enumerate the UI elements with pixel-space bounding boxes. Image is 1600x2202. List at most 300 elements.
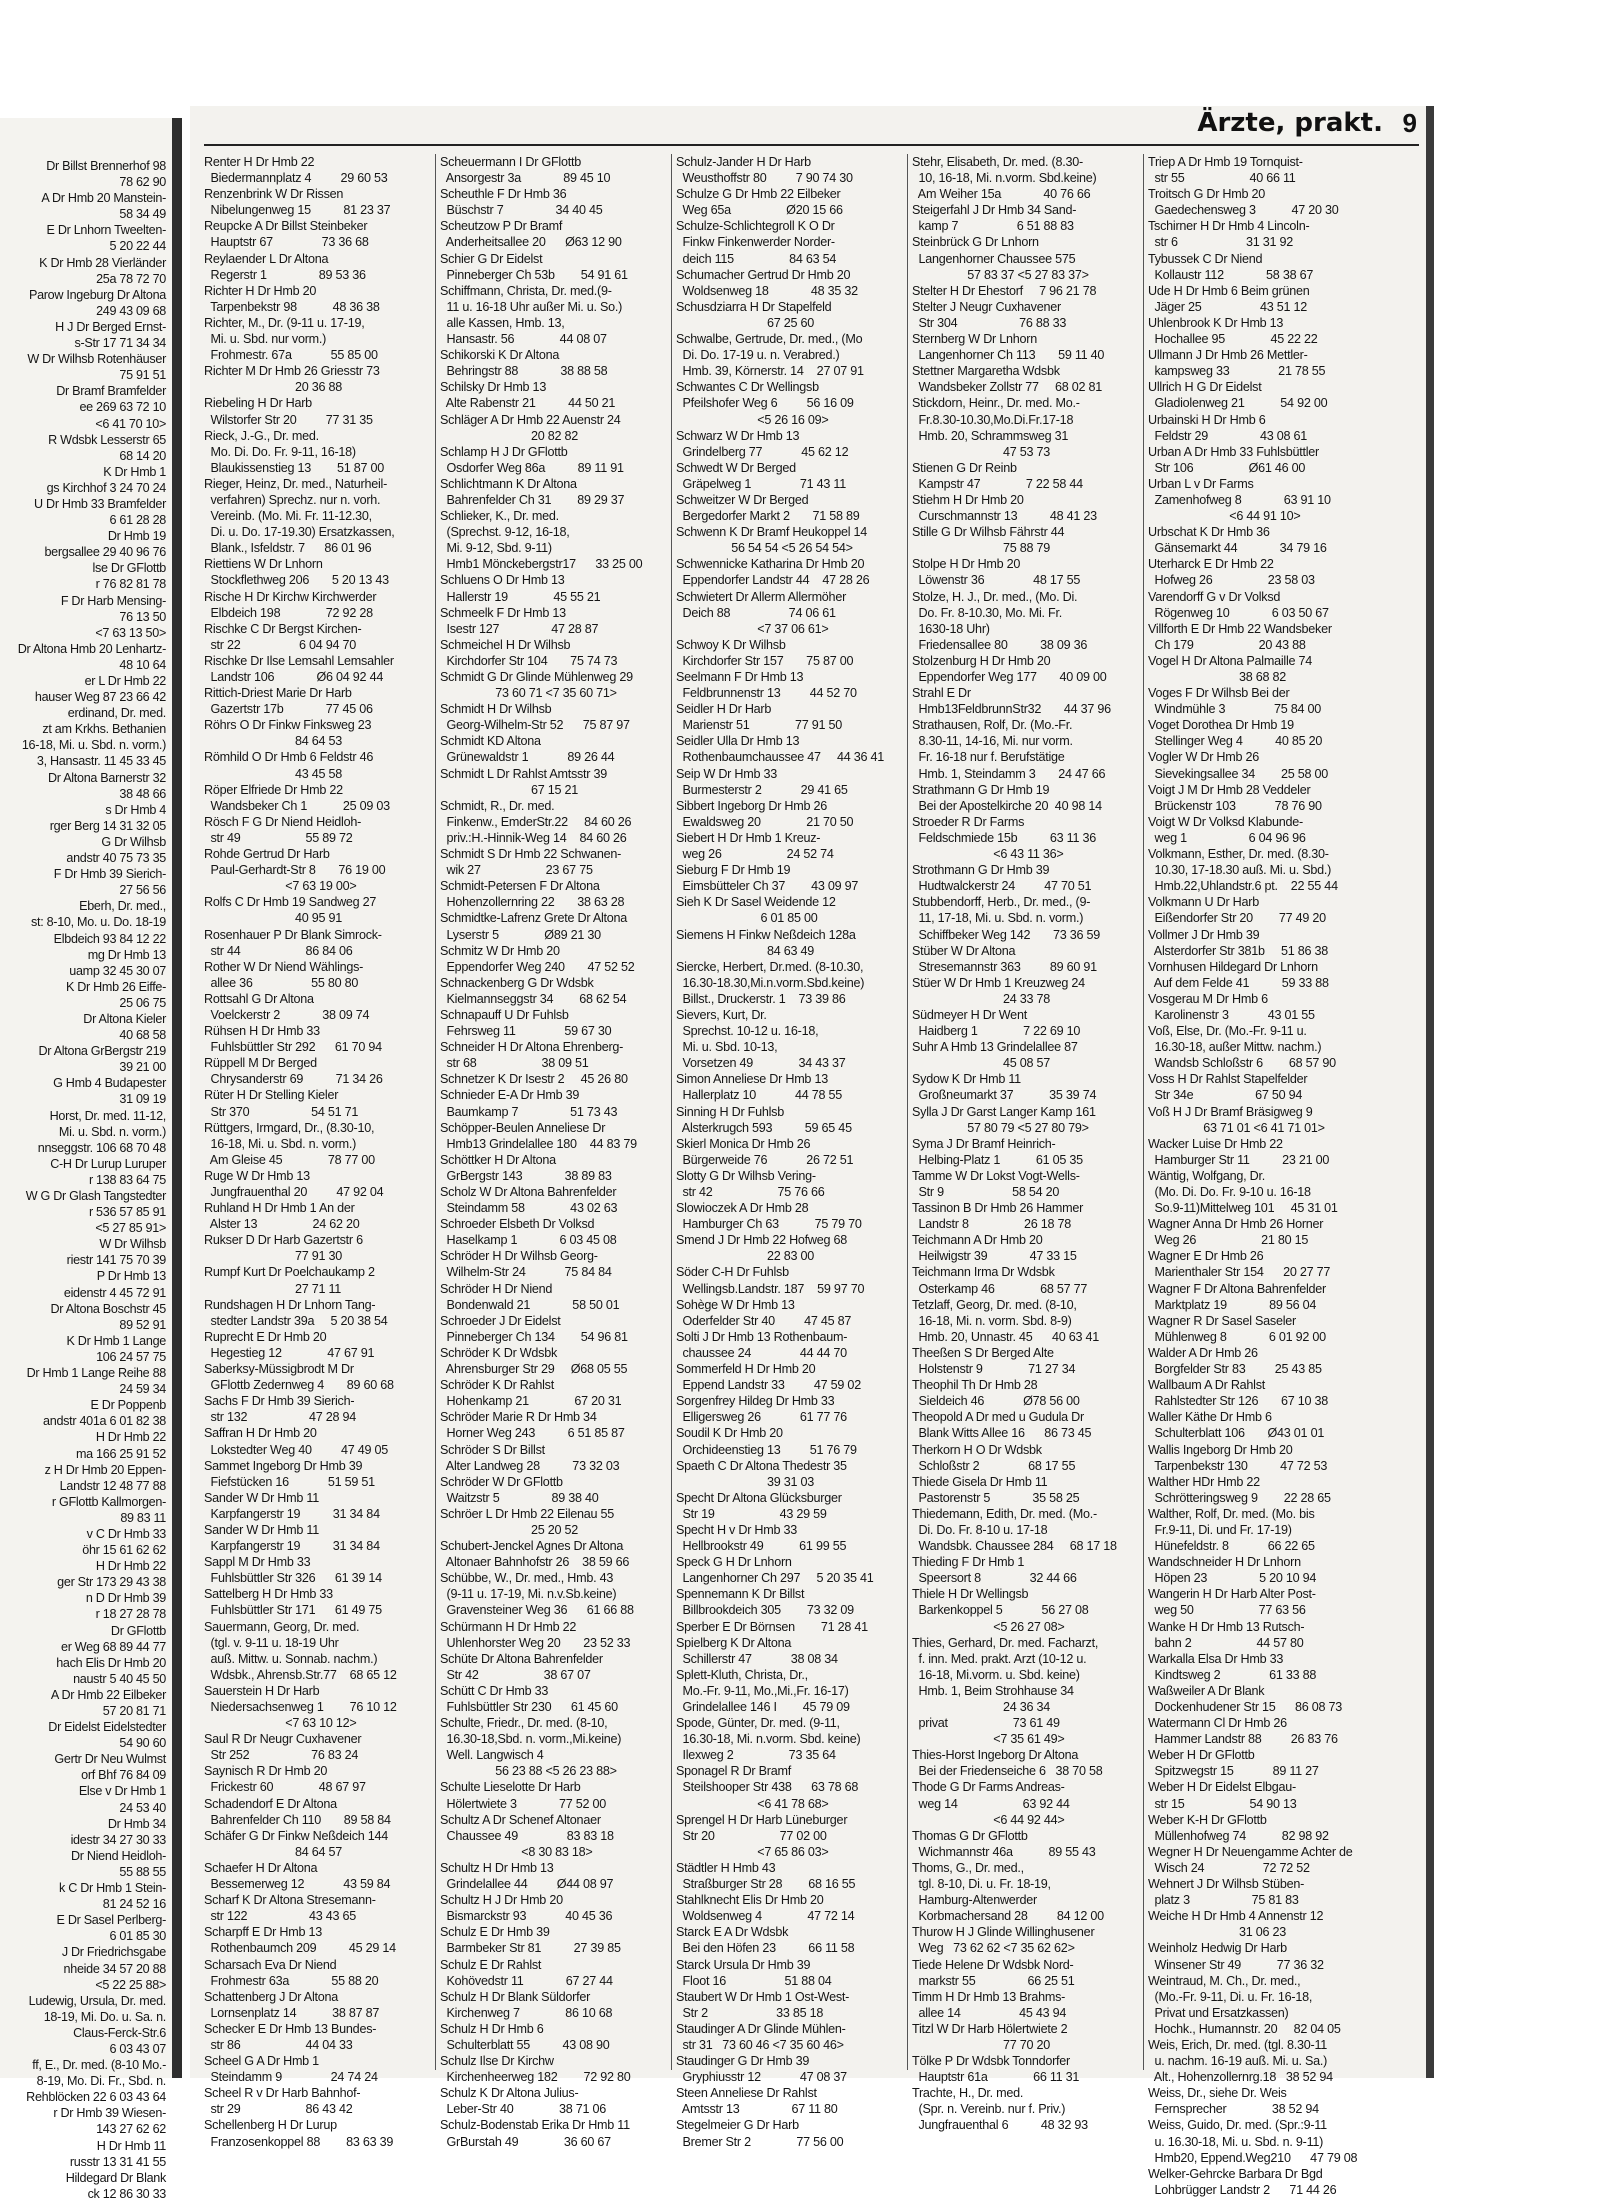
listing-line: Sibbert Ingeborg Dr Hmb 26: [676, 798, 828, 813]
listing-line: Kirchenweg 7 86 10 68: [440, 2005, 613, 2020]
listing-line: 39 31 03: [676, 1474, 814, 1489]
listing-line: Schröder Marie R Dr Hmb 34: [440, 1410, 597, 1425]
listing-line: Billst., Druckerstr. 1 73 39 86: [676, 991, 846, 1006]
listing-line: Hmb. 20, Unnastr. 45 40 63 41: [912, 1329, 1100, 1344]
listing-line: eidenstr 4 45 72 91: [63, 1285, 166, 1300]
listing-line: Voges F Dr Wilhsb Bei der: [1148, 686, 1290, 701]
listing-line: Weintraud, M. Ch., Dr. med.,: [1148, 1973, 1301, 1988]
listing-line: markstr 55 66 25 51: [912, 1973, 1075, 1988]
listing-line: Langenhorner Ch 297 5 20 35 41: [676, 1571, 874, 1586]
listing-line: Tybussek C Dr Niend: [1148, 251, 1263, 266]
listing-line: Wacker Luise Dr Hmb 22: [1148, 1136, 1283, 1151]
listing-line: H Dr Hmb 22: [95, 1430, 166, 1445]
listing-line: <6 43 11 36>: [912, 847, 1064, 862]
listing-line: Niedersachsenweg 1 76 10 12: [204, 1700, 397, 1714]
listing-line: Urban L v Dr Farms: [1148, 476, 1254, 491]
listing-line: Thomas G Dr GFlottb: [912, 1828, 1028, 1843]
listing-line: Franzosenkoppel 88 83 63 39: [204, 2134, 394, 2149]
listing-line: Str 370 54 51 71: [204, 1104, 359, 1119]
listing-line: 55 88 55: [119, 1864, 166, 1879]
listing-line: Schmidtke-Lafrenz Grete Dr Altona: [440, 911, 628, 926]
listing-line: Gertr Dr Neu Wulmst: [54, 1752, 166, 1767]
listing-line: W Dr Wilhsb Rotenhäuser: [27, 352, 166, 367]
listing-line: öhr 15 61 62 62: [82, 1543, 166, 1558]
listing-line: 56 23 88 <5 26 23 88>: [440, 1764, 617, 1779]
listing-line: Tetzlaff, Georg, Dr. med. (8-10,: [912, 1297, 1077, 1312]
listing-line: Scheutzow P Dr Bramf: [440, 219, 563, 234]
listing-line: Schöpper-Beulen Anneliese Dr: [440, 1120, 606, 1135]
listing-line: So.9-11)Mittelweg 101 45 31 01: [1148, 1201, 1338, 1216]
listing-line: Höpen 23 5 20 10 94: [1148, 1571, 1317, 1586]
listing-line: 75 91 51: [119, 368, 166, 383]
listing-line: Weusthoffstr 80 7 90 74 30: [676, 171, 853, 186]
listing-line: Weiss, Guido, Dr. med. (Spr.:9-11: [1148, 2118, 1327, 2133]
listing-line: Regerstr 1 89 53 36: [204, 267, 366, 282]
listing-line: Stegelmeier G Dr Harb: [676, 2118, 799, 2133]
listing-line: Wandsb Schloßstr 6 68 57 90: [1148, 1056, 1336, 1071]
listing-line: Schultz A Dr Schenef Altonaer: [440, 1812, 601, 1827]
listing-line: Pinneberger Ch 53b 54 91 61: [440, 267, 628, 282]
listing-line: Schmitz W Dr Hmb 20: [440, 943, 560, 958]
listing-line: Wanke H Dr Hmb 13 Rutsch-: [1148, 1619, 1305, 1634]
listing-line: Vogler W Dr Hmb 26: [1148, 750, 1259, 765]
listing-line: Oderfelder Str 40 47 45 87: [676, 1313, 852, 1328]
listing-line: Auf dem Felde 41 59 33 88: [1148, 975, 1329, 990]
listing-line: GrBergstr 143 38 89 83: [440, 1168, 612, 1183]
listing-line: A Dr Hmb 20 Manstein-: [41, 191, 166, 206]
listing-line: Ludewig, Ursula, Dr. med.: [28, 1993, 166, 2008]
listing-line: Rühsen H Dr Hmb 33: [204, 1024, 320, 1039]
listing-line: Sohège W Dr Hmb 13: [676, 1297, 795, 1312]
listing-line: privat 73 61 49: [912, 1716, 1060, 1731]
listing-line: Ullrich H G Dr Eidelst: [1148, 380, 1262, 395]
listing-line: 8.30-11, 14-16, Mi. nur vorm.: [912, 734, 1073, 749]
listing-line: Schübbe, W., Dr. med., Hmb. 43: [440, 1571, 614, 1586]
listing-line: Scharsach Eva Dr Niend: [204, 1957, 337, 1972]
listing-line: Sander W Dr Hmb 11: [204, 1490, 319, 1505]
listing-line: Schröder K Dr Rahlst: [440, 1378, 554, 1393]
listing-line: Strathausen, Rolf, Dr. (Mo.-Fr.: [912, 718, 1073, 733]
listing-line: Reylaender L Dr Altona: [204, 251, 329, 266]
listing-line: Bei der Friedenseiche 6 38 70 58: [912, 1764, 1103, 1779]
listing-line: Schlamp H J Dr GFlottb: [440, 444, 568, 459]
listing-line: kamp 7 6 51 88 83: [912, 219, 1074, 234]
listing-line: Mühlenweg 8 6 01 92 00: [1148, 1329, 1326, 1344]
listing-line: Rohde Gertrud Dr Harb: [204, 847, 330, 862]
listing-line: Dr Niend Heidloh-: [71, 1848, 166, 1863]
listing-line: Schulze G Dr Hmb 22 Eilbeker: [676, 187, 841, 202]
listing-line: Rittich-Driest Marie Dr Harb: [204, 686, 352, 701]
listing-line: Vereinb. (Mo. Mi. Fr. 11-12.30,: [204, 509, 372, 524]
listing-line: Weiche H Dr Hmb 4 Annenstr 12: [1148, 1909, 1324, 1924]
listing-line: r GFlottb Kallmorgen-: [51, 1494, 166, 1509]
listing-line: Skierl Monica Dr Hmb 26: [676, 1136, 811, 1151]
listing-line: 84 64 57: [204, 1844, 342, 1859]
listing-line: Schadendorf E Dr Altona: [204, 1796, 337, 1811]
listing-line: Well. Langwisch 4: [440, 1748, 544, 1763]
listing-line: 77 70 20: [912, 2037, 1050, 2052]
listing-line: Schwarz W Dr Hmb 13: [676, 428, 800, 443]
listing-line: Hamburg-Altenwerder: [912, 1893, 1037, 1908]
listing-line: Schulz-Jander H Dr Harb: [676, 155, 811, 169]
listing-line: E Dr Lnhorn Tweelten-: [46, 223, 166, 238]
listing-line: Voelckerstr 2 38 09 74: [204, 1007, 370, 1022]
listing-line: Timm H Dr Hmb 13 Brahms-: [912, 1989, 1066, 2004]
listing-line: Saul R Dr Neugr Cuxhavener: [204, 1732, 362, 1747]
listing-line: Schmidt H Dr Wilhsb: [440, 702, 552, 717]
listing-line: Hellbrookstr 49 61 99 55: [676, 1539, 847, 1554]
listing-line: Spielberg K Dr Altona: [676, 1635, 792, 1650]
listing-line: Wichmannstr 46a 89 55 43: [912, 1844, 1096, 1859]
listing-line: Soudil K Dr Hmb 20: [676, 1426, 783, 1441]
listing-line: hach Elis Dr Hmb 20: [56, 1655, 166, 1670]
listing-line: Sappl M Dr Hmb 33: [204, 1555, 311, 1570]
listing-line: Mi. u. Sbd. 10-13,: [676, 1040, 778, 1055]
listing-line: <5 26 16 09>: [676, 412, 829, 427]
listing-line: Hansastr. 56 44 08 07: [440, 332, 607, 347]
listing-line: Dr Hmb 34: [107, 1816, 166, 1831]
listing-line: 249 43 09 68: [96, 303, 166, 318]
listing-line: Rüppell M Dr Berged: [204, 1056, 317, 1071]
listing-line: Seidler Ulla Dr Hmb 13: [676, 734, 800, 749]
listing-line: Schultz H Dr Hmb 13: [440, 1860, 554, 1875]
listing-line: str 68 38 09 51: [440, 1056, 589, 1071]
listing-line: Rögenweg 10 6 03 50 67: [1148, 605, 1329, 620]
listing-line: Stienen G Dr Reinb: [912, 460, 1017, 475]
listing-line: J Dr Friedrichsgabe: [61, 1945, 166, 1960]
listing-line: Thiedemann, Edith, Dr. med. (Mo.-: [912, 1506, 1097, 1521]
listing-line: Schwietert Dr Allerm Allermöher: [676, 589, 847, 604]
listing-line: Schröder K Dr Wdsbk: [440, 1345, 558, 1360]
listing-line: 43 45 58: [204, 766, 342, 781]
listing-line: Troitsch G Dr Hmb 20: [1148, 187, 1265, 202]
listing-line: <7 63 13 50>: [95, 625, 166, 640]
listing-line: Schulz E Dr Hmb 39: [440, 1925, 550, 1940]
listing-line: Schmidt, R., Dr. med.: [440, 798, 555, 813]
listing-line: 54 90 60: [119, 1736, 166, 1751]
listing-line: Schröder S Dr Billst: [440, 1442, 545, 1457]
listing-line: Villforth E Dr Hmb 22 Wandsbeker: [1148, 621, 1332, 636]
listing-line: 45 08 57: [912, 1056, 1050, 1071]
listing-line: 11, 17-18, Mi. u. Sbd. n. vorm.): [912, 911, 1084, 926]
listing-line: str 44 86 84 06: [204, 943, 353, 958]
listing-column-4: [912, 154, 1140, 2133]
listing-line: 24 36 34: [912, 1700, 1050, 1714]
listing-line: Str 106 Ø61 46 00: [1148, 460, 1306, 475]
listing-line: Slowioczek A Dr Hmb 28: [676, 1201, 809, 1216]
listing-line: Elbdeich 198 72 92 28: [204, 605, 373, 620]
listing-line: Kollaustr 112 58 38 67: [1148, 267, 1314, 282]
listing-line: Di. Do. Fr. 8-10 u. 17-18: [912, 1522, 1048, 1537]
listing-line: Triep A Dr Hmb 19 Tornquist-: [1148, 155, 1303, 169]
listing-line: Di. u. Do. 17-19.30) Ersatzkassen,: [204, 525, 395, 540]
listing-line: Kindtsweg 2 61 33 88: [1148, 1667, 1317, 1682]
listing-line: Teichmann Irma Dr Wdsbk: [912, 1265, 1055, 1280]
listing-line: russtr 13 31 41 55: [69, 2154, 166, 2169]
listing-line: Mo. Di. Do. Fr. 9-11, 16-18): [204, 444, 356, 459]
listing-line: Walther HDr Hmb 22: [1148, 1474, 1260, 1489]
listing-line: s Dr Hmb 4: [105, 802, 166, 817]
listing-line: Schellenberg H Dr Lurup: [204, 2118, 337, 2133]
listing-line: Wandsbeker Zollstr 77 68 02 81: [912, 380, 1103, 395]
listing-line: gs Kirchhof 3 24 70 24: [46, 480, 166, 495]
listing-line: Tschirner H Dr Hmb 4 Lincoln-: [1148, 219, 1310, 234]
listing-line: Seelmann F Dr Hmb 13: [676, 670, 804, 684]
listing-line: ma 166 25 91 52: [75, 1446, 166, 1461]
listing-line: Schluens O Dr Hmb 13: [440, 573, 565, 588]
listing-line: Thode G Dr Farms Andreas-: [912, 1780, 1065, 1795]
listing-line: Barkenkoppel 5 56 27 08: [912, 1603, 1089, 1618]
listing-line: Str 9 58 54 20: [912, 1185, 1060, 1199]
listing-line: Saberksy-Müssigbrodt M Dr: [204, 1362, 354, 1377]
listing-line: Weis, Erich, Dr. med. (tgl. 8.30-11: [1148, 2037, 1328, 2052]
listing-line: <5 27 85 91>: [95, 1221, 166, 1236]
listing-line: Renter H Dr Hmb 22: [204, 155, 315, 169]
listing-line: 89 83 11: [120, 1510, 166, 1525]
listing-line: 56 54 54 <5 26 54 54>: [676, 541, 853, 556]
listing-line: 77 91 30: [204, 1249, 342, 1264]
listing-line: r Dr Hmb 39 Wiesen-: [53, 2106, 166, 2121]
listing-line: Dockenhudener Str 15 86 08 73: [1148, 1700, 1343, 1714]
listing-line: 22 83 00: [676, 1249, 814, 1264]
listing-line: Schattenberg J Dr Altona: [204, 1989, 339, 2004]
listing-line: Hohenkamp 21 67 20 31: [440, 1394, 622, 1409]
listing-line: erdinand, Dr. med.: [67, 706, 166, 721]
listing-line: Claus-Ferck-Str.6: [73, 2025, 166, 2040]
listing-line: H Dr Hmb 11: [96, 2138, 166, 2153]
listing-line: Schmeichel H Dr Wilhsb: [440, 637, 571, 652]
listing-line: Steigerfahl J Dr Hmb 34 Sand-: [912, 203, 1077, 218]
listing-line: weg 50 77 63 56: [1148, 1603, 1306, 1618]
listing-line: Str 252 76 83 24: [204, 1748, 359, 1763]
listing-line: Finkw Finkenwerder Norder-: [676, 235, 835, 250]
listing-column-2: [440, 154, 668, 2149]
listing-line: Hölertwiete 3 77 52 00: [440, 1796, 607, 1811]
listing-line: Wandschneider H Dr Lnhorn: [1148, 1555, 1301, 1570]
listing-line: Heilwigstr 39 47 33 15: [912, 1249, 1077, 1264]
listing-line: Stickdorn, Heinr., Dr. med. Mo.-: [912, 396, 1080, 411]
listing-line: r 18 27 28 78: [95, 1607, 166, 1622]
listing-line: Eppend Landstr 33 47 59 02: [676, 1378, 861, 1393]
listing-line: 31 09 19: [119, 1092, 166, 1107]
listing-line: uamp 32 45 30 07: [69, 963, 166, 978]
listing-line: 81 24 52 16: [102, 1897, 166, 1912]
listing-line: 47 53 73: [912, 444, 1050, 459]
listing-line: 76 13 50: [119, 609, 166, 624]
listing-line: Straßburger Str 28 68 16 55: [676, 1877, 856, 1892]
listing-line: Ruhland H Dr Hmb 1 An der: [204, 1201, 355, 1216]
listing-line: Curschmannstr 13 48 41 23: [912, 509, 1097, 524]
listing-line: Mo.-Fr. 9-11, Mo.,Mi.,Fr. 16-17): [676, 1683, 849, 1698]
listing-line: Am Gleise 45 78 77 00: [204, 1152, 375, 1167]
listing-line: 67 25 60: [676, 315, 814, 330]
listing-line: Richter, M., Dr. (9-11 u. 17-19,: [204, 315, 365, 330]
listing-line: E Dr Poppenb: [90, 1398, 166, 1413]
listing-line: Schneider H Dr Altona Ehrenberg-: [440, 1040, 624, 1055]
listing-line: Urban A Dr Hmb 33 Fuhlsbüttler: [1148, 444, 1319, 459]
listing-column-5: [1148, 154, 1380, 2197]
listing-line: <5 22 25 88>: [95, 1977, 166, 1992]
listing-line: Voß H J Dr Bramf Bräsigweg 9: [1148, 1104, 1313, 1119]
listing-line: Marienthaler Str 154 20 27 77: [1148, 1265, 1331, 1280]
listing-line: Stresemannstr 363 89 60 91: [912, 959, 1097, 974]
listing-line: Lyserstr 5 Ø89 21 30: [440, 927, 601, 942]
listing-line: Fiefstücken 16 51 59 51: [204, 1474, 375, 1489]
listing-line: Thies, Gerhard, Dr. med. Facharzt,: [912, 1635, 1099, 1650]
listing-line: Weg 65a Ø20 15 66: [676, 203, 843, 218]
listing-line: k C Dr Hmb 1 Stein-: [59, 1881, 166, 1896]
listing-line: 39 21 00: [119, 1060, 166, 1075]
listing-line: Steinbrück G Dr Lnhorn: [912, 235, 1039, 250]
listing-line: Bergedorfer Markt 2 71 58 89: [676, 509, 860, 524]
listing-line: Alster 13 24 62 20: [204, 1217, 360, 1232]
listing-line: Wellingsb.Landstr. 187 59 97 70: [676, 1281, 865, 1296]
listing-line: Renzenbrink W Dr Rissen: [204, 187, 344, 202]
listing-line: Nibelungenweg 15 81 23 37: [204, 203, 391, 218]
listing-line: Schröder H Dr Niend: [440, 1281, 553, 1296]
listing-line: Lornsenplatz 14 38 87 87: [204, 2005, 380, 2020]
listing-line: Saynisch R Dr Hmb 20: [204, 1764, 328, 1779]
listing-line: 20 82 82: [440, 428, 578, 443]
listing-line: 3, Hansastr. 11 45 33 45: [36, 754, 166, 769]
listing-line: Bismarckstr 93 40 45 36: [440, 1909, 613, 1924]
listing-line: Schier G Dr Eidelst: [440, 251, 543, 266]
listing-line: Lokstedter Weg 40 47 49 05: [204, 1442, 388, 1457]
listing-line: Rukser D Dr Harb Gazertstr 6: [204, 1233, 363, 1248]
listing-line: Schumacher Gertrud Dr Hmb 20: [676, 267, 851, 282]
listing-line: G Dr Wilhsb: [101, 834, 166, 849]
listing-line: Hmb1 Mönckebergstr17 33 25 00: [440, 557, 643, 572]
listing-line: Slotty G Dr Wilhsb Vering-: [676, 1168, 816, 1183]
listing-line: Wallis Ingeborg Dr Hmb 20: [1148, 1442, 1293, 1457]
listing-line: idestr 34 27 30 33: [70, 1832, 166, 1847]
listing-line: Großneumarkt 37 35 39 74: [912, 1088, 1097, 1103]
listing-line: 38 48 66: [119, 786, 166, 801]
listing-line: Mi. u. Sbd. n. vorm.): [58, 1124, 166, 1139]
listing-line: Ch 179 20 43 88: [1148, 637, 1306, 652]
listing-line: str 15 54 90 13: [1148, 1796, 1297, 1811]
listing-line: Fuhlsbüttler Str 171 61 49 75: [204, 1603, 382, 1618]
listing-line: Tiede Helene Dr Wdsbk Nord-: [912, 1957, 1074, 1972]
listing-line: chaussee 24 44 44 70: [676, 1345, 847, 1360]
listing-column-3: [676, 154, 904, 2149]
listing-line: allee 36 55 80 80: [204, 975, 359, 990]
listing-line: 11 u. 16-18 Uhr außer Mi. u. So.): [440, 299, 623, 314]
listing-line: Röper Elfriede Dr Hmb 22: [204, 782, 343, 797]
listing-line: alle Kassen, Hmb. 13,: [440, 315, 565, 330]
listing-line: Starck E A Dr Wdsbk: [676, 1925, 789, 1940]
listing-line: Windmühle 3 75 84 00: [1148, 702, 1322, 717]
listing-line: Weber K-H Dr GFlottb: [1148, 1812, 1267, 1827]
listing-line: Jäger 25 43 51 12: [1148, 299, 1308, 314]
listing-line: 63 71 01 <6 41 71 01>: [1148, 1120, 1325, 1135]
listing-line: Grindelberg 77 45 62 12: [676, 444, 849, 459]
listing-line: Römhild O Dr Hmb 6 Feldstr 46: [204, 750, 374, 765]
listing-line: Speck G H Dr Lnhorn: [676, 1555, 792, 1570]
listing-line: Privat und Ersatzkassen): [1148, 2005, 1289, 2020]
listing-line: Scharpff E Dr Hmb 13: [204, 1925, 322, 1940]
listing-line: 57 83 37 <5 27 83 37>: [912, 267, 1089, 282]
listing-line: Hallerplatz 10 44 78 55: [676, 1088, 843, 1103]
listing-line: Ahrensburger Str 29 Ø68 05 55: [440, 1362, 628, 1377]
listing-line: Schulz H Dr Hmb 6: [440, 2021, 544, 2036]
listing-line: Welker-Gehrcke Barbara Dr Bgd: [1148, 2166, 1323, 2181]
listing-line: Wagner R Dr Sasel Saseler: [1148, 1313, 1296, 1328]
section-title: Ärzte, prakt.: [1197, 108, 1383, 138]
listing-line: Ewaldsweg 20 21 70 50: [676, 814, 854, 829]
listing-line: Sammet Ingeborg Dr Hmb 39: [204, 1458, 363, 1473]
listing-line: Warkalla Elsa Dr Hmb 33: [1148, 1651, 1284, 1666]
listing-line: Frohmestr 63a 55 88 20: [204, 1973, 379, 1988]
listing-line: Korbmachersand 28 84 12 00: [912, 1909, 1104, 1924]
listing-line: Hmb. 20, Schrammsweg 31: [912, 428, 1069, 443]
listing-line: Spennemann K Dr Billst: [676, 1587, 805, 1602]
listing-line: Jungfrauenthal 20 47 92 04: [204, 1185, 384, 1199]
listing-line: Schrötteringsweg 9 22 28 65: [1148, 1490, 1331, 1505]
listing-line: Gladiolenweg 21 54 92 00: [1148, 396, 1328, 411]
listing-line: Stille G Dr Wilhsb Fährstr 44: [912, 525, 1065, 540]
listing-line: Dr Altona Hmb 20 Lenhartz-: [17, 641, 166, 656]
listing-line: Deich 88 74 06 61: [676, 605, 836, 620]
listing-line: 24 33 78: [912, 991, 1050, 1006]
listing-line: Schillerstr 47 38 08 34: [676, 1651, 838, 1666]
listing-line: Winsener Str 49 77 36 32: [1148, 1957, 1324, 1972]
listing-line: (Mo.-Fr. 9-11, Di. u. Fr. 16-18,: [1148, 1989, 1313, 2004]
listing-line: Richter H Dr Hmb 20: [204, 283, 317, 298]
listing-line: Alsterkrugch 593 59 65 45: [676, 1120, 852, 1135]
listing-line: priv.:H.-Hinnik-Weg 14 84 60 26: [440, 830, 627, 845]
listing-line: Schiffbeker Weg 142 73 36 59: [912, 927, 1100, 942]
listing-line: Bremer Str 2 77 56 00: [676, 2134, 844, 2149]
listing-line: 16-18, Mi. n. vorm. Sbd. 8-9): [912, 1313, 1072, 1328]
listing-line: Schröder W Dr GFlottb: [440, 1474, 563, 1489]
listing-line: Walther, Rolf, Dr. med. (Mo. bis: [1148, 1506, 1315, 1521]
listing-line: Therkorn H O Dr Wdsbk: [912, 1442, 1042, 1457]
listing-line: Stiehm H Dr Hmb 20: [912, 492, 1024, 507]
listing-line: andstr 40 75 73 35: [66, 851, 166, 866]
listing-line: Marienstr 51 77 91 50: [676, 718, 842, 733]
listing-line: Do. Fr. 8-10.30, Mo. Mi. Fr.: [912, 605, 1062, 620]
listing-line: Schultz H J Dr Hmb 20: [440, 1893, 563, 1908]
listing-line: Hauptstr 67 73 36 68: [204, 235, 369, 250]
listing-line: s-Str 17 71 34 34: [74, 336, 166, 351]
listing-line: Watermann Cl Dr Hmb 26: [1148, 1716, 1287, 1731]
listing-line: W G Dr Glash Tangstedter: [25, 1189, 166, 1203]
listing-line: Uhlenhorster Weg 20 23 52 33: [440, 1635, 631, 1650]
listing-line: nnseggstr. 106 68 70 48: [37, 1140, 166, 1155]
listing-line: Wilhelm-Str 24 75 84 84: [440, 1265, 612, 1280]
listing-line: Bondenwald 21 58 50 01: [440, 1297, 620, 1312]
listing-line: Schulte, Friedr., Dr. med. (8-10,: [440, 1716, 608, 1731]
listing-line: Osdorfer Weg 86a 89 11 91: [440, 460, 624, 475]
listing-line: Sachs F Dr Hmb 39 Sierich-: [204, 1394, 355, 1409]
listing-line: Bei der Apostelkirche 20 40 98 14: [912, 798, 1102, 813]
listing-line: hauser Weg 87 23 66 42: [34, 690, 166, 705]
listing-line: Voss H Dr Rahlst Stapelfelder: [1148, 1072, 1308, 1087]
listing-line: Thiede Gisela Dr Hmb 11: [912, 1474, 1048, 1489]
listing-line: 16.30-18, Mi. n.vorm. Sbd. keine): [676, 1732, 861, 1747]
listing-line: Karpfangerstr 19 31 34 84: [204, 1539, 380, 1554]
listing-line: Vosgerau M Dr Hmb 6: [1148, 991, 1268, 1006]
listing-line: 84 63 49: [676, 943, 814, 958]
listing-line: H Dr Hmb 22: [95, 1559, 166, 1574]
listing-line: Haselkamp 1 6 03 45 08: [440, 1233, 617, 1248]
listing-line: Theeßen S Dr Berged Alte: [912, 1345, 1054, 1360]
listing-line: 20 36 88: [204, 380, 342, 395]
listing-line: 8-19, Mo. Di. Fr., Sbd. n.: [36, 2074, 166, 2089]
listing-line: Hmb. 1, Steindamm 3 24 47 66: [912, 766, 1106, 781]
listing-line: tgl. 8-10, Di. u. Fr. 18-19,: [912, 1877, 1051, 1892]
